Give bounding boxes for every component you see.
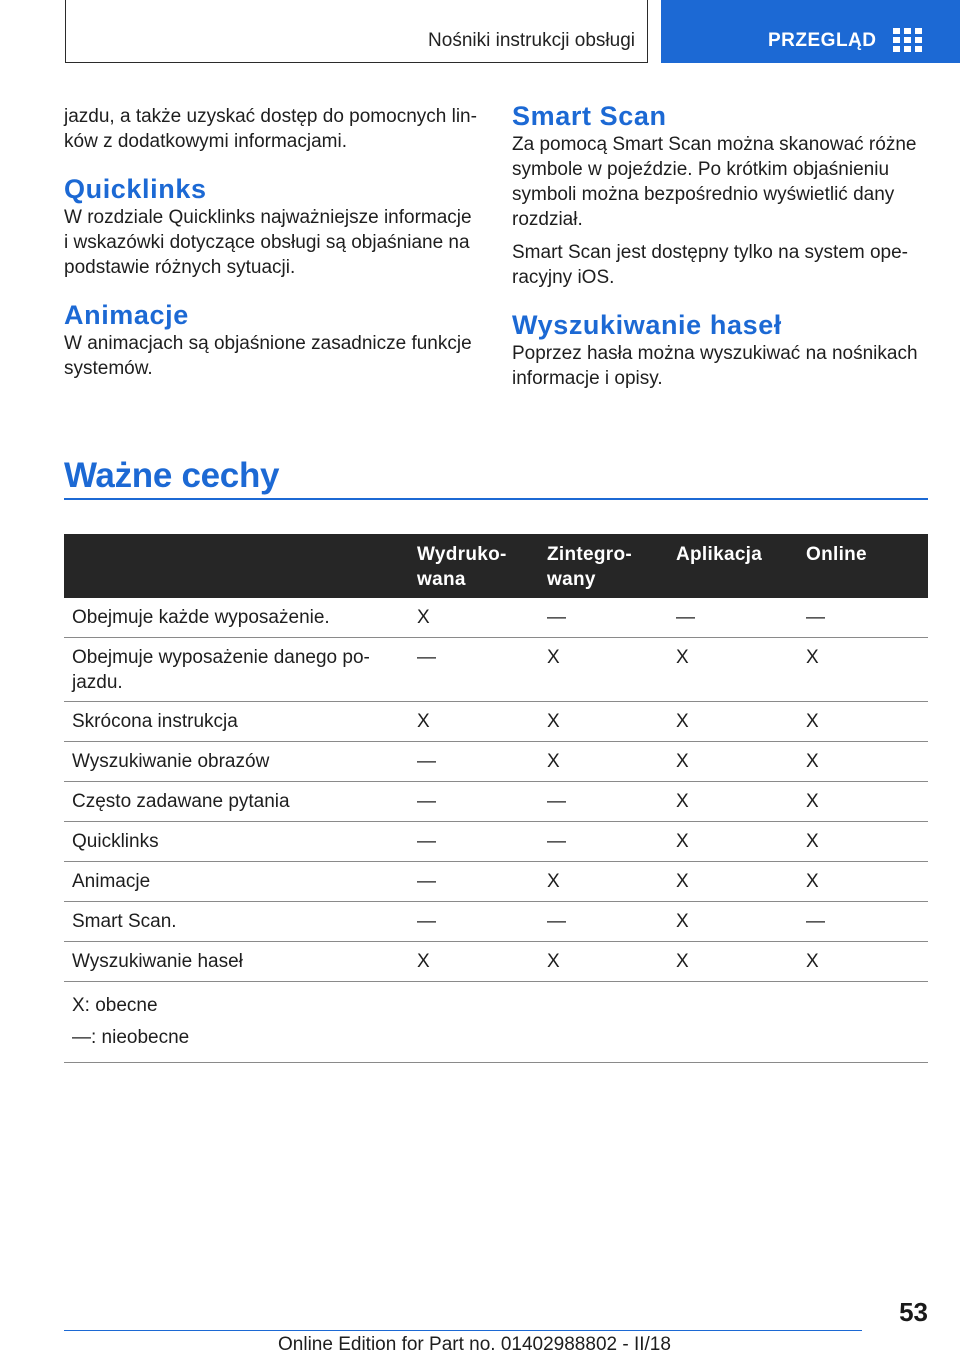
table-cell: X (798, 702, 928, 742)
table-cell: X (668, 742, 798, 782)
table-cell: X (409, 702, 539, 742)
table-cell: Obejmuje wyposażenie danego po-jazdu. (64, 638, 409, 702)
table-cell: Quicklinks (64, 822, 409, 862)
section-divider (64, 498, 928, 500)
legend-absent: —: nieobecne (72, 1027, 190, 1048)
table-cell: — (539, 902, 668, 942)
table-cell: X (539, 742, 668, 782)
table-cell: — (798, 598, 928, 638)
section-title: Nośniki instrukcji obsługi (428, 30, 635, 51)
table-cell: Często zadawane pytania (64, 782, 409, 822)
table-cell: — (539, 782, 668, 822)
table-header-cell (64, 534, 409, 598)
table-header-cell: Aplikacja (668, 534, 798, 598)
table-row (64, 862, 928, 902)
quicklinks-paragraph: W rozdziale Quicklinks najważniejsze informacje i wskazówki dotyczące obsługi są objaśniane na podstawie różnych sytuacji. (64, 207, 472, 278)
table-cell: — (539, 598, 668, 638)
table-cell: — (409, 638, 539, 702)
table-cell: X (798, 782, 928, 822)
table-cell: — (798, 902, 928, 942)
table-row (64, 822, 928, 862)
table-cell: X (798, 822, 928, 862)
right-column (512, 100, 922, 391)
table-cell: X (668, 862, 798, 902)
table-cell: Wyszukiwanie obrazów (64, 742, 409, 782)
nav-overview-label[interactable]: PRZEGLĄD (768, 30, 877, 51)
table-cell: X (539, 942, 668, 982)
legend-present: X: obecne (72, 995, 158, 1016)
table-cell: X (539, 702, 668, 742)
footer-edition: Online Edition for Part no. 01402988802 - II/18 (278, 1334, 671, 1355)
table-legend (64, 982, 928, 1063)
wyszukiwanie-heading: Wyszukiwanie haseł (512, 310, 782, 340)
table-cell: X (409, 942, 539, 982)
table-row (64, 598, 928, 638)
table-cell: X (798, 638, 928, 702)
table-cell: X (668, 638, 798, 702)
animacje-paragraph: W animacjach są objaśnione zasadnicze funkcje systemów. (64, 333, 472, 379)
table-header-cell: Online (798, 534, 928, 598)
table-cell: Animacje (64, 862, 409, 902)
table-row (64, 782, 928, 822)
table-row (64, 742, 928, 782)
table-cell: — (409, 822, 539, 862)
quicklinks-heading: Quicklinks (64, 174, 207, 204)
header-section-box (65, 0, 648, 63)
table-cell: — (409, 902, 539, 942)
smartscan-paragraph-1: Za pomocą Smart Scan można skanować różne symbole w pojeździe. Po krótkim objaśnieniu symboli można bezpośrednio wyświetlić dany rozdział. (512, 134, 917, 230)
smartscan-paragraph-2: Smart Scan jest dostępny tylko na system ope-racyjny iOS. (512, 242, 909, 288)
table-cell: X (668, 902, 798, 942)
table-row (64, 942, 928, 982)
table-cell: Wyszukiwanie haseł (64, 942, 409, 982)
table-cell: X (668, 942, 798, 982)
left-column (64, 104, 479, 381)
table-cell: X (798, 742, 928, 782)
grid-menu-icon[interactable] (893, 28, 923, 54)
table-cell: X (668, 702, 798, 742)
animacje-heading: Animacje (64, 300, 189, 330)
table-header-row (64, 534, 928, 598)
table-cell: X (539, 638, 668, 702)
table-row (64, 702, 928, 742)
table-cell: Smart Scan. (64, 902, 409, 942)
table-cell: Obejmuje każde wyposażenie. (64, 598, 409, 638)
table-row (64, 902, 928, 942)
table-row (64, 638, 928, 702)
nav-overview-tab[interactable] (661, 0, 960, 63)
features-table (64, 534, 928, 1063)
table-cell: X (798, 862, 928, 902)
table-cell: X (798, 942, 928, 982)
table-header-cell: Wydruko-wana (409, 534, 539, 598)
table-cell: — (409, 782, 539, 822)
page-number: 53 (899, 1297, 928, 1327)
table-header-cell: Zintegro-wany (539, 534, 668, 598)
table-cell: — (409, 862, 539, 902)
table-cell: X (668, 782, 798, 822)
table-cell: X (409, 598, 539, 638)
footer-divider (64, 1330, 862, 1331)
smartscan-heading: Smart Scan (512, 101, 667, 131)
table-cell: — (409, 742, 539, 782)
table-cell: X (668, 822, 798, 862)
wyszukiwanie-paragraph: Poprzez hasła można wyszukiwać na nośnikach informacje i opisy. (512, 343, 918, 389)
section-title-wazne-cechy: Ważne cechy (64, 456, 280, 495)
table-cell: X (539, 862, 668, 902)
table-legend-row (64, 982, 928, 1063)
table-cell: Skrócona instrukcja (64, 702, 409, 742)
table-cell: — (668, 598, 798, 638)
intro-paragraph: jazdu, a także uzyskać dostęp do pomocnych lin-ków z dodatkowymi informacjami. (64, 106, 477, 152)
table-cell: — (539, 822, 668, 862)
